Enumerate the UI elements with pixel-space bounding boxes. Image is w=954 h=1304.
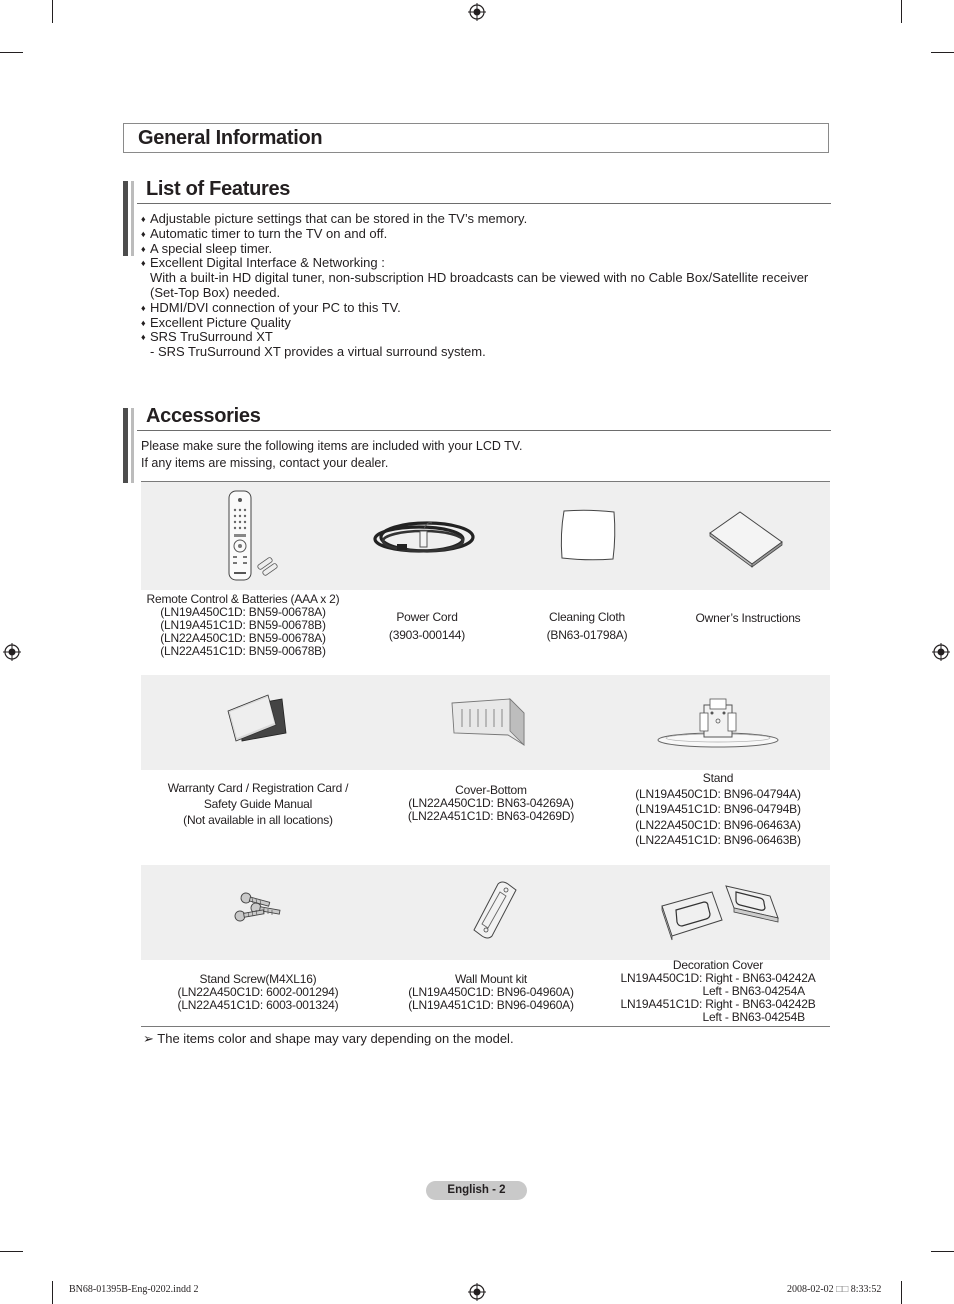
section-marker [131, 181, 134, 256]
bullet-icon: ♦ [141, 317, 146, 328]
list-item: ♦ Excellent Picture Quality [141, 314, 291, 330]
bullet-icon: ♦ [141, 214, 146, 224]
caption-remote-control: Remote Control & Batteries (AAA x 2) (LN19A450C1D: BN59-00678A) (LN19A451C1D: BN59-00678B) (LN22A450C1D: BN59-00678A) (LN22A451C1D: BN59-00678B) [146, 592, 340, 658]
section-marker [123, 408, 128, 483]
crop-mark [931, 52, 954, 53]
power-cord-icon [369, 517, 485, 561]
list-item: ♦ Automatic timer to turn the TV on and off. [141, 225, 388, 241]
page-number-label: English - 2 [426, 1181, 527, 1200]
registration-mark-icon [3, 643, 21, 661]
bullet-icon: ♦ [141, 243, 146, 254]
feature-description: With a built-in HD digital tuner, non-subscription HD broadcasts can be viewed with no Cable Box/Satellite receiver [150, 270, 809, 286]
page-title: General Information [138, 127, 323, 149]
crop-mark [0, 52, 23, 53]
stand-screw-icon [232, 890, 288, 932]
features-rule [137, 203, 831, 204]
crop-mark [901, 0, 902, 23]
owners-manual-icon [708, 508, 786, 568]
bullet-icon: ♦ [141, 332, 146, 343]
crop-mark [52, 0, 53, 23]
caption-stand: Stand (LN19A450C1D: BN96-04794A) (LN19A451C1D: BN96-04794B) (LN22A450C1D: BN96-06463A) (LN22A451C1D: BN96-06463B) [635, 771, 801, 847]
features-list [141, 212, 831, 360]
caption-owners-instructions: Owner’s Instructions [695, 611, 801, 625]
list-item: ♦ A special sleep timer. [141, 240, 273, 256]
caption-wall-mount-kit: Wall Mount kit (LN19A450C1D: BN96-04960A) (LN19A451C1D: BN96-04960A) [408, 972, 574, 1012]
decoration-cover-icon [660, 878, 782, 940]
feature-description: (Set-Top Box) needed. [150, 284, 281, 300]
general-information-box [123, 123, 829, 153]
divider [141, 1026, 830, 1027]
crop-mark [931, 1251, 954, 1252]
remote-control-icon [224, 490, 284, 582]
registration-mark-icon [932, 643, 950, 661]
list-item: ♦ HDMI/DVI connection of your PC to this TV. [141, 299, 401, 315]
section-marker [123, 181, 128, 256]
note-text: The items color and shape may vary depending on the model. [157, 1031, 514, 1046]
registration-mark-icon [468, 1283, 486, 1301]
note [143, 1031, 514, 1047]
note-arrow-icon: ➢ [143, 1031, 154, 1046]
accessories-intro: Please make sure the following items are included with your LCD TV. If any items are missing, contact your dealer. [141, 439, 523, 470]
crop-mark [52, 1281, 53, 1304]
accessories-rule [137, 430, 831, 431]
caption-decoration-cover: Decoration Cover LN19A450C1D: Right - BN63-04242A Left - BN63-04254A LN19A451C1D: Right - BN63-04242B Left - BN63-04254B [620, 958, 816, 1024]
bullet-icon: ♦ [141, 228, 146, 239]
caption-cleaning-cloth: Cleaning Cloth (BN63-01798A) [546, 610, 628, 642]
list-item: ♦ Adjustable picture settings that can be stored in the TV’s memory. [141, 211, 528, 226]
bullet-icon: ♦ [141, 302, 146, 313]
footer-timestamp: 2008-02-02 □□ 8:33:52 [787, 1284, 882, 1295]
crop-mark [901, 1281, 902, 1304]
stand-icon [656, 695, 782, 751]
caption-stand-screw: Stand Screw(M4XL16) (LN22A450C1D: 6002-001294) (LN22A451C1D: 6003-001324) [177, 972, 339, 1012]
section-marker [131, 408, 134, 483]
caption-power-cord: Power Cord (3903-000144) [388, 610, 466, 642]
crop-mark [0, 1251, 23, 1252]
bullet-icon: ♦ [141, 258, 146, 269]
caption-cover-bottom: Cover-Bottom (LN22A450C1D: BN63-04269A) (LN22A451C1D: BN63-04269D) [407, 783, 575, 823]
cover-bottom-icon [448, 695, 528, 749]
caption-warranty-card: Warranty Card / Registration Card / Safety Guide Manual (Not available in all locations) [167, 781, 349, 827]
cleaning-cloth-icon [558, 508, 620, 562]
warranty-card-icon [226, 693, 288, 745]
footer-filename: BN68-01395B-Eng-0202.indd 2 [69, 1284, 199, 1295]
accessories-heading: Accessories [146, 405, 261, 427]
wall-mount-kit-icon [468, 880, 520, 942]
list-item: ♦ Excellent Digital Interface & Networking : [141, 255, 385, 271]
feature-description: - SRS TruSurround XT provides a virtual surround system. [150, 344, 486, 360]
registration-mark-icon [468, 3, 486, 21]
list-item: ♦ SRS TruSurround XT [141, 329, 273, 345]
features-heading: List of Features [146, 178, 291, 200]
